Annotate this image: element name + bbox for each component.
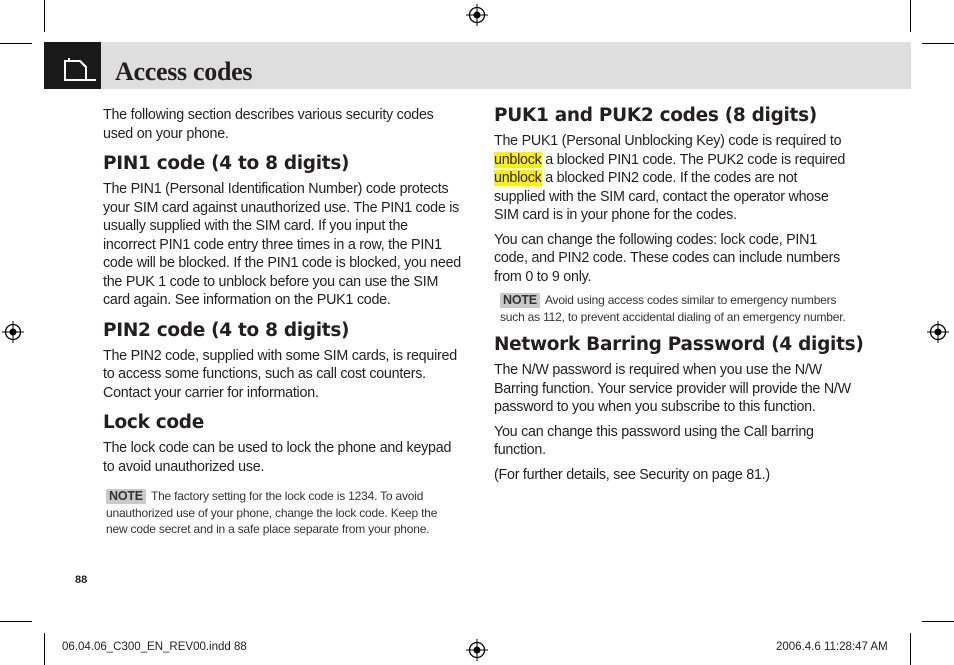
pin1-paragraph: The PIN1 (Personal Identification Number) code protects your SIM card against unauthorized use. The PIN1 code is usually supplied with the SIM card. If you input the incorrect PIN1 code entry three times in a row, the PIN1 code will be blocked. If the PIN1 code is blocked, you need the PUK 1 code to unblock before you can use the SIM card again. See information on the PUK1 code. — [103, 181, 461, 308]
lock-paragraph: The lock code can be used to lock the phone and keypad to avoid unauthorized use. — [103, 440, 452, 475]
section-heading-pin2: PIN2 code (4 to 8 digits) — [103, 319, 350, 341]
pin2-paragraph: The PIN2 code, supplied with some SIM cards, is required to access some functions, such as call cost counters. Contact your carrier for information. — [103, 347, 457, 401]
left-column — [103, 106, 463, 538]
registration-mark-icon — [2, 321, 24, 343]
registration-mark-icon — [466, 639, 488, 661]
crop-mark — [910, 633, 911, 665]
nw-change-paragraph: You can change this password using the Call barring function. — [494, 423, 814, 458]
highlighted-word: unblock — [494, 170, 542, 186]
puk-note — [494, 292, 856, 325]
puk-paragraph — [494, 132, 849, 225]
highlighted-word: unblock — [494, 151, 542, 168]
crop-mark — [44, 633, 45, 665]
puk-text: a blocked PIN2 code. If the codes are not supplied with the SIM card, contact the operator whose SIM card is in your phone for the codes. — [494, 170, 829, 223]
puk-text: The PUK1 (Personal Unblocking Key) code is required to — [494, 133, 842, 149]
registration-mark-icon — [927, 321, 949, 343]
page-number: 88 — [75, 574, 88, 586]
section-heading-lock: Lock code — [103, 412, 204, 433]
crop-mark — [922, 621, 954, 622]
right-column — [494, 104, 864, 484]
crop-mark — [910, 0, 911, 32]
file-slug: 06.04.06_C300_EN_REV00.indd 88 — [62, 641, 247, 653]
note-text: The factory setting for the lock code is 1234. To avoid unauthorized use of your phone, change the lock code. Keep the new code secret and in a safe place separate from your phone. — [106, 489, 438, 536]
note-badge: NOTE — [500, 293, 540, 308]
section-heading-puk: PUK1 and PUK2 codes (8 digits) — [494, 105, 817, 126]
puk-text: a blocked PIN1 code. The PUK2 code is required — [541, 151, 846, 168]
section-heading-network-barring: Network Barring Password (4 digits) — [494, 334, 864, 355]
book-icon — [62, 56, 98, 86]
crop-mark — [44, 0, 45, 32]
codes-paragraph: You can change the following codes: lock code, PIN1 code, and PIN2 code. These codes can include numbers from 0 to 9 only. — [494, 231, 840, 285]
lock-note — [103, 488, 451, 538]
note-text: Avoid using access codes similar to emergency numbers such as 112, to prevent accidental dialing of an emergency number. — [500, 293, 846, 324]
intro-paragraph: The following section describes various security codes used on your phone. — [103, 107, 434, 142]
nw-paragraph: The N/W password is required when you use the N/W Barring function. Your service provider will provide the N/W password to you when you subscribe to this function. — [494, 362, 851, 415]
page-title: Access codes — [115, 57, 253, 86]
date-slug: 2006.4.6 11:28:47 AM — [776, 641, 888, 653]
nw-reference-paragraph: (For further details, see Security on page 81.) — [494, 466, 770, 483]
registration-mark-icon — [466, 4, 488, 26]
crop-mark — [0, 43, 32, 44]
note-badge: NOTE — [106, 489, 146, 504]
section-heading-pin1: PIN1 code (4 to 8 digits) — [103, 153, 350, 174]
crop-mark — [922, 43, 954, 44]
crop-mark — [0, 621, 32, 622]
